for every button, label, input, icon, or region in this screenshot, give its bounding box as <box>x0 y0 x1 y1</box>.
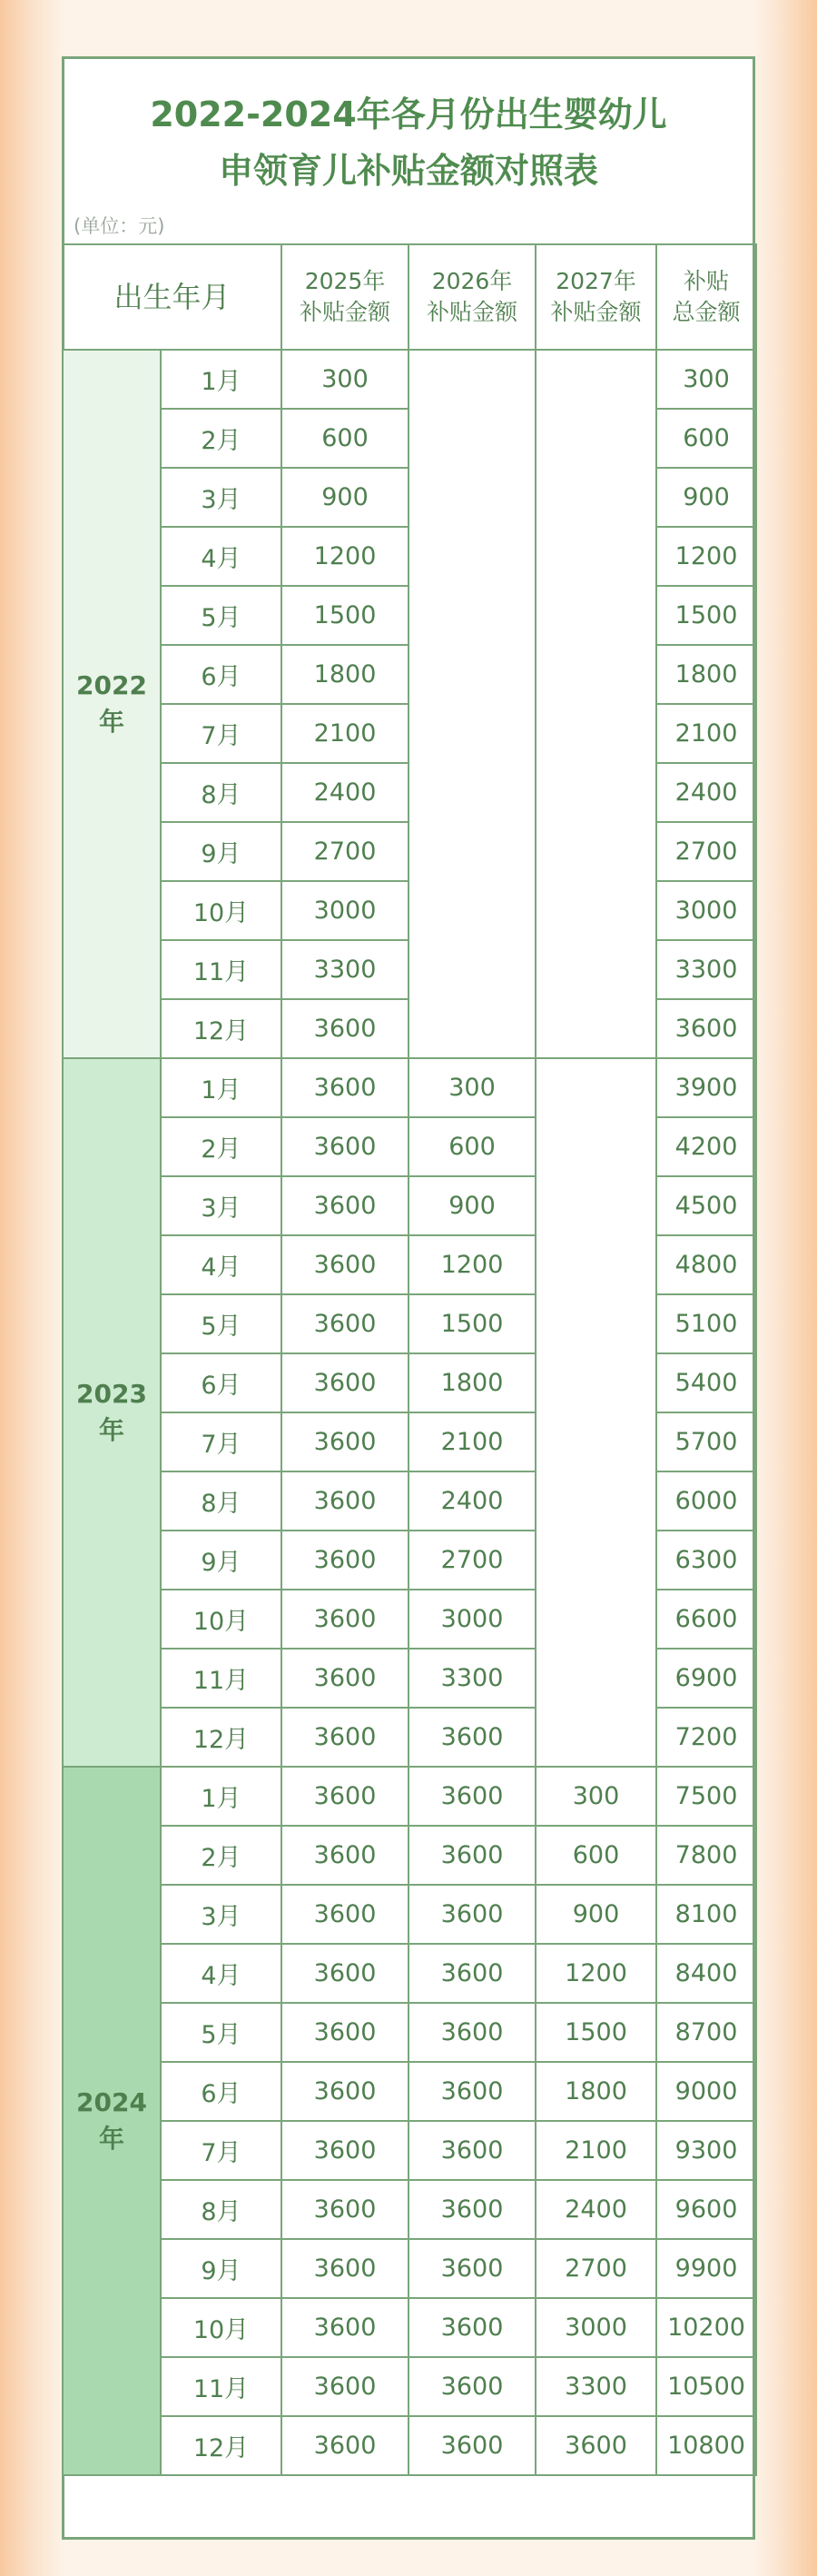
table-row <box>63 2180 756 2239</box>
subsidy-2026-cell: 2400 <box>408 1471 536 1531</box>
total-cell: 1800 <box>656 645 756 704</box>
total-cell: 7500 <box>656 1767 756 1826</box>
subsidy-2026-cell: 300 <box>408 1058 536 1117</box>
subsidy-2026-cell: 3600 <box>408 1885 536 1944</box>
subsidy-2025-cell: 3600 <box>281 1767 408 1826</box>
subsidy-2025-cell: 3600 <box>281 1353 408 1412</box>
subsidy-2025-cell: 3000 <box>281 881 408 940</box>
year-group-2022 <box>63 350 161 1058</box>
subsidy-2025-cell: 3600 <box>281 2180 408 2239</box>
subsidy-2025-cell: 2700 <box>281 822 408 881</box>
table-row <box>63 2416 756 2475</box>
subsidy-2025-cell: 1500 <box>281 586 408 645</box>
month-cell: 7月 <box>161 704 281 763</box>
subsidy-2026-cell: 3600 <box>408 1767 536 1826</box>
total-cell: 10200 <box>656 2298 756 2357</box>
total-cell: 1200 <box>656 527 756 586</box>
subsidy-2027-cell: 2100 <box>536 2121 656 2180</box>
month-cell: 3月 <box>161 468 281 527</box>
subsidy-2025-cell: 900 <box>281 468 408 527</box>
total-cell: 4500 <box>656 1176 756 1235</box>
table-row <box>63 2357 756 2416</box>
subsidy-2027-cell: 600 <box>536 1826 656 1885</box>
month-cell: 1月 <box>161 350 281 409</box>
month-cell: 8月 <box>161 1471 281 1531</box>
empty-2027-cell <box>536 1058 656 1767</box>
total-cell: 4800 <box>656 1235 756 1294</box>
total-cell: 6300 <box>656 1531 756 1590</box>
subsidy-2027-cell: 1800 <box>536 2062 656 2121</box>
subsidy-2025-cell: 3600 <box>281 2357 408 2416</box>
subsidy-2027-cell: 2700 <box>536 2239 656 2298</box>
table-row <box>63 1944 756 2003</box>
subsidy-2026-cell: 2100 <box>408 1412 536 1471</box>
month-cell: 11月 <box>161 2357 281 2416</box>
subsidy-2025-cell: 1200 <box>281 527 408 586</box>
total-cell: 8100 <box>656 1885 756 1944</box>
subsidy-2026-cell: 600 <box>408 1117 536 1176</box>
table-row <box>63 2062 756 2121</box>
subsidy-2025-cell: 3600 <box>281 2298 408 2357</box>
subsidy-2027-cell: 3000 <box>536 2298 656 2357</box>
month-cell: 9月 <box>161 1531 281 1590</box>
subsidy-2026-cell: 3600 <box>408 2298 536 2357</box>
header-birth-date: 出生年月 <box>63 244 281 350</box>
month-cell: 2月 <box>161 1117 281 1176</box>
subsidy-2025-cell: 3600 <box>281 1708 408 1767</box>
total-cell: 8700 <box>656 2003 756 2062</box>
month-cell: 2月 <box>161 409 281 468</box>
subsidy-2027-cell: 1500 <box>536 2003 656 2062</box>
subsidy-2025-cell: 3600 <box>281 2416 408 2475</box>
unit-note: (单位：元) <box>74 215 165 237</box>
month-cell: 6月 <box>161 1353 281 1412</box>
subsidy-2027-cell: 1200 <box>536 1944 656 2003</box>
subsidy-2025-cell: 300 <box>281 350 408 409</box>
subsidy-2025-cell: 3600 <box>281 1117 408 1176</box>
month-cell: 12月 <box>161 1708 281 1767</box>
table-row <box>63 2003 756 2062</box>
month-cell: 12月 <box>161 2416 281 2475</box>
subsidy-2025-cell: 2400 <box>281 763 408 822</box>
month-cell: 8月 <box>161 763 281 822</box>
month-cell: 4月 <box>161 527 281 586</box>
total-cell: 300 <box>656 350 756 409</box>
subsidy-2025-cell: 3600 <box>281 1590 408 1649</box>
total-cell: 600 <box>656 409 756 468</box>
subsidy-2026-cell: 900 <box>408 1176 536 1235</box>
month-cell: 5月 <box>161 586 281 645</box>
month-cell: 7月 <box>161 1412 281 1471</box>
year-group-2024 <box>63 1767 161 2475</box>
subsidy-2026-cell: 3600 <box>408 2416 536 2475</box>
subsidy-2026-cell: 3600 <box>408 2121 536 2180</box>
total-cell: 9600 <box>656 2180 756 2239</box>
subsidy-2025-cell: 3600 <box>281 1294 408 1353</box>
subsidy-2025-cell: 3600 <box>281 2062 408 2121</box>
total-cell: 9300 <box>656 2121 756 2180</box>
month-cell: 6月 <box>161 2062 281 2121</box>
subsidy-2025-cell: 3600 <box>281 1235 408 1294</box>
total-cell: 3600 <box>656 999 756 1058</box>
subsidy-table <box>62 243 757 2476</box>
subsidy-2025-cell: 2100 <box>281 704 408 763</box>
header-2025: 2025年 补贴金额 <box>281 244 408 350</box>
subsidy-2027-cell: 2400 <box>536 2180 656 2239</box>
month-cell: 5月 <box>161 2003 281 2062</box>
month-cell: 9月 <box>161 2239 281 2298</box>
table-row <box>63 350 756 409</box>
total-cell: 2700 <box>656 822 756 881</box>
year-label: 2022 <box>76 670 147 700</box>
month-cell: 3月 <box>161 1885 281 1944</box>
total-cell: 5400 <box>656 1353 756 1412</box>
month-cell: 1月 <box>161 1058 281 1117</box>
year-suffix: 年 <box>98 707 124 737</box>
subsidy-2026-cell: 2700 <box>408 1531 536 1590</box>
month-cell: 6月 <box>161 645 281 704</box>
table-row <box>63 1826 756 1885</box>
month-cell: 7月 <box>161 2121 281 2180</box>
month-cell: 11月 <box>161 1649 281 1708</box>
total-cell: 3900 <box>656 1058 756 1117</box>
table-row <box>63 2298 756 2357</box>
subsidy-table-card <box>62 56 755 2540</box>
subsidy-2026-cell: 3600 <box>408 1708 536 1767</box>
year-label: 2023 <box>76 1379 147 1409</box>
subsidy-2025-cell: 3300 <box>281 940 408 999</box>
title-line-1: 2022-2024年各月份出生婴幼儿 <box>150 94 667 134</box>
total-cell: 9900 <box>656 2239 756 2298</box>
month-cell: 8月 <box>161 2180 281 2239</box>
subsidy-2027-cell: 900 <box>536 1885 656 1944</box>
total-cell: 4200 <box>656 1117 756 1176</box>
total-cell: 5100 <box>656 1294 756 1353</box>
subsidy-2026-cell: 3300 <box>408 1649 536 1708</box>
table-header-row <box>63 244 756 350</box>
table-row <box>63 1885 756 1944</box>
month-cell: 10月 <box>161 2298 281 2357</box>
page-title <box>64 86 753 199</box>
title-line-2: 申领育儿补贴金额对照表 <box>218 151 598 191</box>
total-cell: 10800 <box>656 2416 756 2475</box>
month-cell: 5月 <box>161 1294 281 1353</box>
subsidy-2026-cell: 3600 <box>408 2180 536 2239</box>
year-label: 2024 <box>76 2087 147 2117</box>
subsidy-2026-cell: 1200 <box>408 1235 536 1294</box>
month-cell: 1月 <box>161 1767 281 1826</box>
header-total: 补贴 总金额 <box>656 244 756 350</box>
total-cell: 1500 <box>656 586 756 645</box>
subsidy-2027-cell: 3300 <box>536 2357 656 2416</box>
table-row <box>63 2121 756 2180</box>
table-row <box>63 1058 756 1117</box>
subsidy-2025-cell: 3600 <box>281 1058 408 1117</box>
subsidy-2025-cell: 600 <box>281 409 408 468</box>
month-cell: 3月 <box>161 1176 281 1235</box>
total-cell: 10500 <box>656 2357 756 2416</box>
subsidy-2026-cell: 3600 <box>408 2062 536 2121</box>
total-cell: 2400 <box>656 763 756 822</box>
total-cell: 9000 <box>656 2062 756 2121</box>
subsidy-2026-cell: 1800 <box>408 1353 536 1412</box>
subsidy-2025-cell: 3600 <box>281 1531 408 1590</box>
total-cell: 6000 <box>656 1471 756 1531</box>
empty-2026-cell <box>408 350 536 1058</box>
month-cell: 4月 <box>161 1235 281 1294</box>
month-cell: 10月 <box>161 881 281 940</box>
total-cell: 7200 <box>656 1708 756 1767</box>
header-2027: 2027年 补贴金额 <box>536 244 656 350</box>
total-cell: 6900 <box>656 1649 756 1708</box>
empty-2027-cell <box>536 350 656 1058</box>
subsidy-2027-cell: 300 <box>536 1767 656 1826</box>
year-group-2023 <box>63 1058 161 1767</box>
total-cell: 8400 <box>656 1944 756 2003</box>
subsidy-2025-cell: 3600 <box>281 2239 408 2298</box>
subsidy-2026-cell: 3600 <box>408 1944 536 2003</box>
subsidy-2025-cell: 3600 <box>281 1649 408 1708</box>
subsidy-2026-cell: 3600 <box>408 1826 536 1885</box>
subsidy-2025-cell: 3600 <box>281 1826 408 1885</box>
month-cell: 9月 <box>161 822 281 881</box>
subsidy-2025-cell: 3600 <box>281 2121 408 2180</box>
subsidy-2025-cell: 1800 <box>281 645 408 704</box>
total-cell: 7800 <box>656 1826 756 1885</box>
subsidy-2026-cell: 3600 <box>408 2357 536 2416</box>
subsidy-2025-cell: 3600 <box>281 2003 408 2062</box>
total-cell: 900 <box>656 468 756 527</box>
header-2026: 2026年 补贴金额 <box>408 244 536 350</box>
subsidy-2026-cell: 3600 <box>408 2003 536 2062</box>
subsidy-2026-cell: 3600 <box>408 2239 536 2298</box>
month-cell: 12月 <box>161 999 281 1058</box>
table-row <box>63 1767 756 1826</box>
table-row <box>63 2239 756 2298</box>
subsidy-2027-cell: 3600 <box>536 2416 656 2475</box>
month-cell: 4月 <box>161 1944 281 2003</box>
month-cell: 2月 <box>161 1826 281 1885</box>
total-cell: 2100 <box>656 704 756 763</box>
table-body <box>63 350 756 2475</box>
subsidy-2025-cell: 3600 <box>281 999 408 1058</box>
year-suffix: 年 <box>98 1415 124 1445</box>
total-cell: 3000 <box>656 881 756 940</box>
subsidy-2026-cell: 3000 <box>408 1590 536 1649</box>
total-cell: 3300 <box>656 940 756 999</box>
month-cell: 10月 <box>161 1590 281 1649</box>
month-cell: 11月 <box>161 940 281 999</box>
subsidy-2026-cell: 1500 <box>408 1294 536 1353</box>
subsidy-2025-cell: 3600 <box>281 1944 408 2003</box>
total-cell: 6600 <box>656 1590 756 1649</box>
subsidy-2025-cell: 3600 <box>281 1471 408 1531</box>
year-suffix: 年 <box>98 2124 124 2154</box>
subsidy-2025-cell: 3600 <box>281 1885 408 1944</box>
subsidy-2025-cell: 3600 <box>281 1176 408 1235</box>
total-cell: 5700 <box>656 1412 756 1471</box>
subsidy-2025-cell: 3600 <box>281 1412 408 1471</box>
